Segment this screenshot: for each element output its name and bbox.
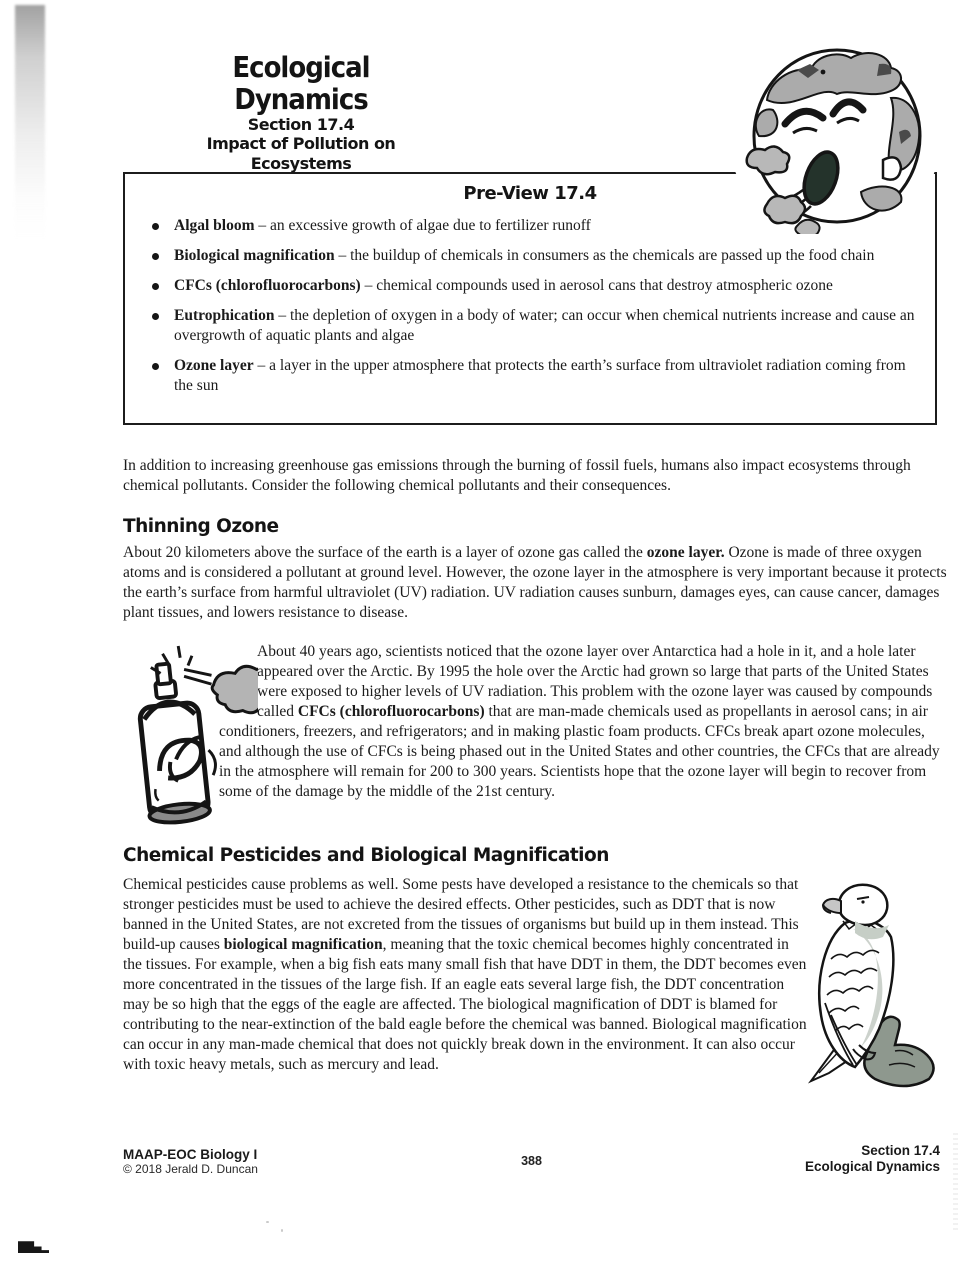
page-number: 388 <box>521 1154 542 1168</box>
glossary-term: Ozone layer <box>174 357 254 374</box>
glossary-definition: – a layer in the upper atmosphere that protects the earth’s surface from ultraviolet radiation coming from the sun <box>174 357 906 394</box>
heading-chemical-pesticides: Chemical Pesticides and Biological Magnification <box>123 845 609 866</box>
bullet-icon <box>152 313 159 320</box>
glossary-term: Eutrophication <box>174 307 275 324</box>
glossary-definition: – chemical compounds used in aerosol cans that destroy atmospheric ozone <box>364 277 833 294</box>
bullet-icon <box>152 283 159 290</box>
glossary-definition: – an excessive growth of algae due to fertilizer runoff <box>258 217 591 234</box>
footer-section-number: Section 17.4 <box>861 1143 940 1158</box>
preview-heading: Pre-View 17.4 <box>463 183 597 204</box>
section-number: Section 17.4 <box>247 115 355 134</box>
page-title: Ecological Dynamics <box>232 52 370 117</box>
footer-copyright: © 2018 Jerald D. Duncan <box>123 1162 258 1176</box>
cfc-paragraph-section <box>123 642 951 824</box>
ozone-paragraph: About 20 kilometers above the surface of the earth is a layer of ozone gas called the ozone layer. Ozone is made of three oxygen atoms and is considered a pollutant at ground level. However, the ozone layer in the atmosphere is very important because it protects the earth’s surface from harmful ultraviolet (UV) radiation. UV radiation causes sunburn, damages eyes, can cause cancer, damages plant tissues, and lowers resistance to disease. <box>123 544 947 621</box>
page-footer <box>123 1141 940 1181</box>
bullet-icon <box>152 223 159 230</box>
scanner-corner-mark <box>18 1240 49 1253</box>
cfc-paragraph: About 40 years ago, scientists noticed that the ozone layer over Antarctica had a hole in it, and a hole later appeared over the Arctic. By 1995 the hole over the Arctic had grown so large that parts of the United States were exposed to higher levels of UV radiation. This problem with the ozone layer was caused by compounds called CFCs (chlorofluorocarbons) that are man-made chemicals used as propellants in aerosol cans; in air conditioners, freezers, and refrigerators; and in making plastic foam products. CFCs break apart ozone molecules, and although the use of CFCs is being phased out in the United States and other countries, the CFCs that are already in the atmosphere will remain for 200 to 300 years. Scientists hope that the ozone layer will begin to recover from some of the damage by the middle of the 21st century. <box>219 643 940 800</box>
title-block <box>166 52 436 174</box>
scanner-edge-noise <box>953 1133 958 1233</box>
scan-speck <box>281 1229 283 1232</box>
bullet-icon <box>152 253 159 260</box>
footer-book-title: MAAP-EOC Biology I <box>123 1147 258 1162</box>
coughing-earth-illustration <box>733 40 949 234</box>
page-subtitle: Impact of Pollution on Ecosystems <box>206 134 396 173</box>
bullet-icon <box>152 363 159 370</box>
glossary-definition: – the buildup of chemicals in consumers as the chemicals are passed up the food chain <box>338 247 875 264</box>
glossary-term: Biological magnification <box>174 247 335 264</box>
glossary-item <box>149 246 915 266</box>
glossary-term: Algal bloom <box>174 217 255 234</box>
pesticides-paragraph: Chemical pesticides cause problems as well. Some pests have developed a resistance to the chemicals so that stronger pesticides must be used to achieve the desired effects. Other pesticides, such as DDT that is now banned in the United States, are not excreted from the tissues of organisms but build up in them instead. This build-up causes biological magnification, meaning that the toxic chemical becomes highly concentrated in the tissues. For example, when a big fish eats many small fish that have DDT in them, the DDT becomes even more concentrated in the tissues of the large fish. If an eagle eats several large fish, the DDT concentration may be so high that the eggs of the eagle are affected. The biological magnification of DDT is blamed for contributing to the near-extinction of the bald eagle before the chemical was banned. Biological magnification can occur in any man-made chemical that does not quickly break down in the environment. It can also occur with toxic heavy metals, such as mercury and lead. <box>123 876 807 1073</box>
glossary-item <box>149 306 915 346</box>
glossary-definition: – the depletion of oxygen in a body of water; can occur when chemical nutrients increase and cause an overgrowth of aquatic plants and algae <box>174 307 915 344</box>
heading-thinning-ozone: Thinning Ozone <box>123 516 279 537</box>
footer-right <box>805 1143 940 1175</box>
glossary-item <box>149 276 915 296</box>
eagle-float-container <box>815 875 945 1088</box>
glossary-list <box>125 216 935 396</box>
scan-speck <box>266 1221 269 1223</box>
glossary-term: CFCs (chlorofluorocarbons) <box>174 277 361 294</box>
intro-paragraph: In addition to increasing greenhouse gas emissions through the burning of fossil fuels, humans also impact ecosystems through chemical pollutants. Consider the following chemical pollutants and their consequences. <box>123 457 911 494</box>
spray-can-illustration <box>118 644 258 832</box>
scanner-edge-shadow <box>15 5 45 240</box>
glossary-item <box>149 356 915 396</box>
eagle-illustration <box>795 875 947 1088</box>
footer-section-title: Ecological Dynamics <box>804 1159 940 1174</box>
pesticides-paragraph-section <box>123 875 945 1092</box>
